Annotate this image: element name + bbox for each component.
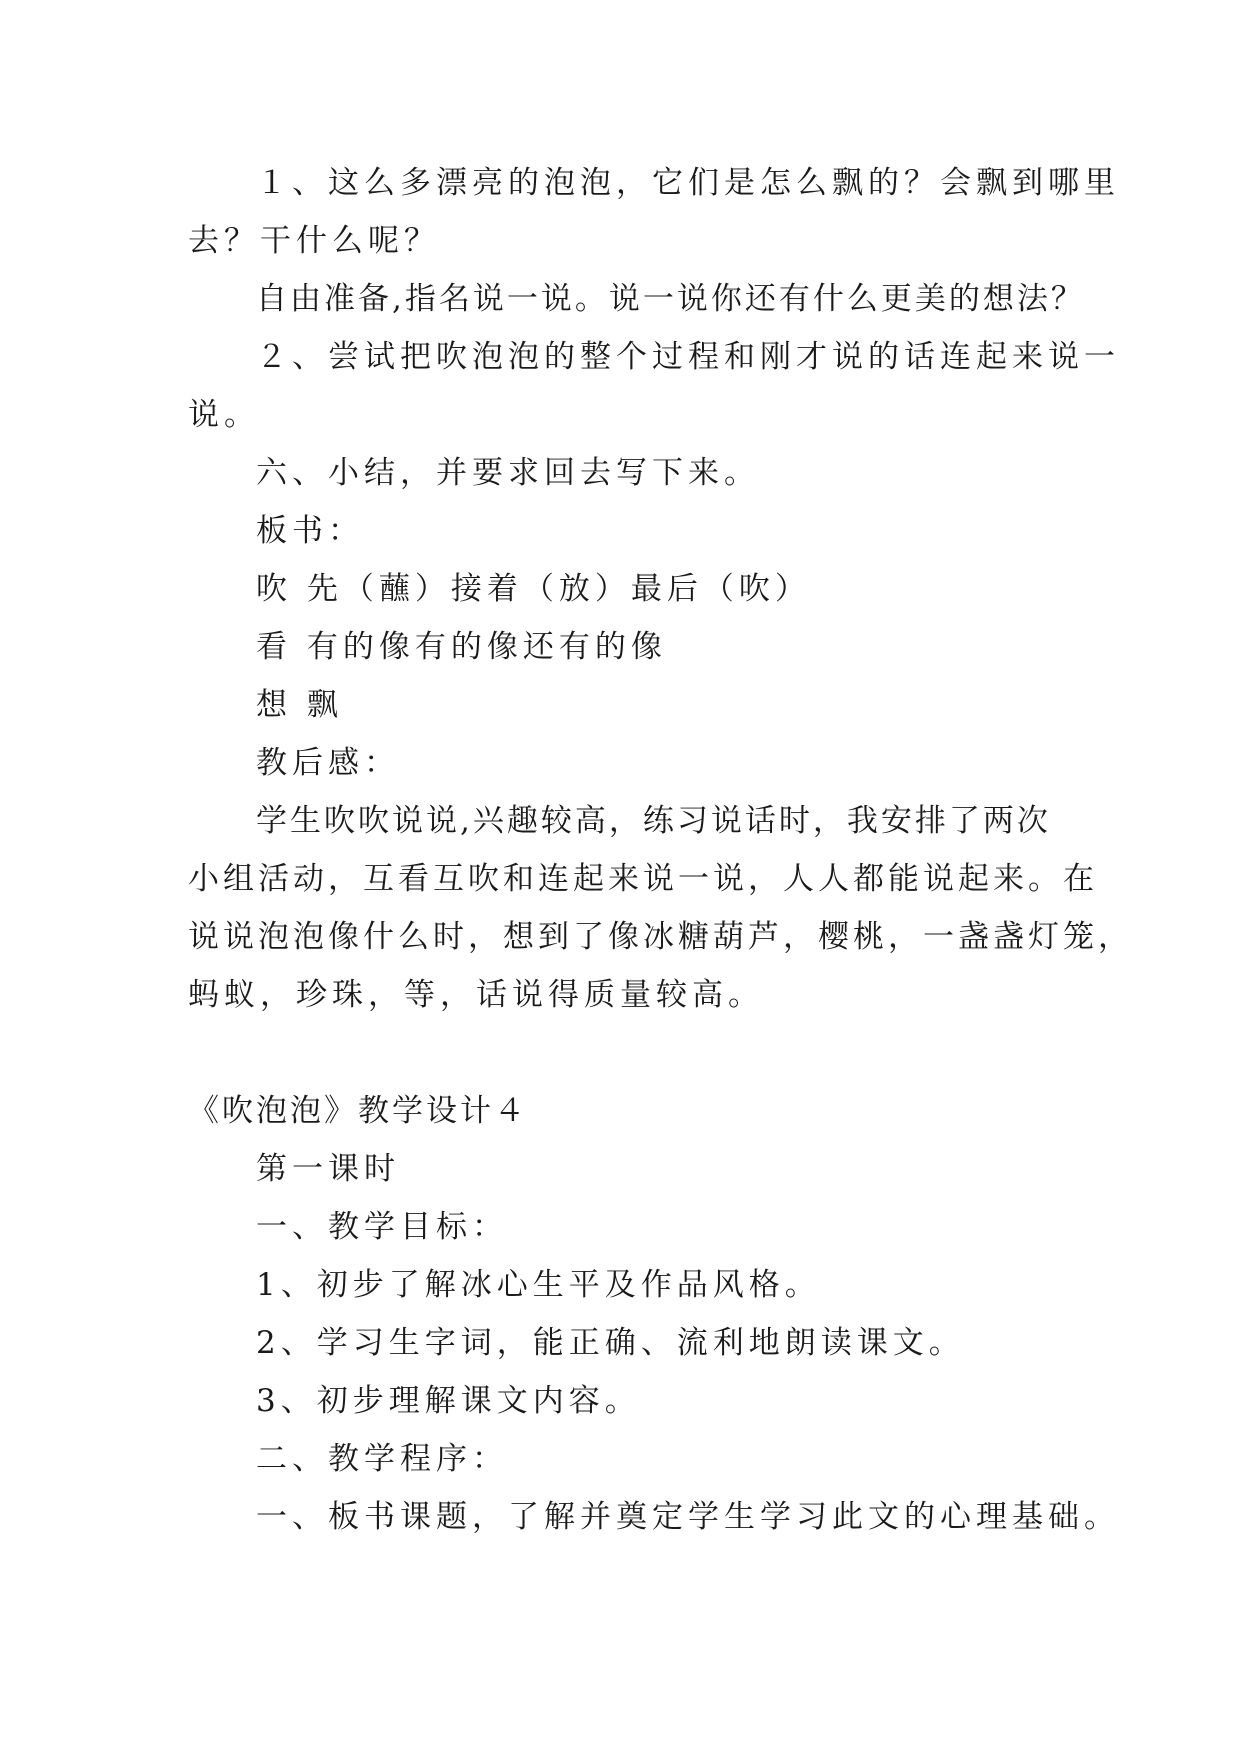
board-line: 看 有的像有的像还有的像 xyxy=(256,629,667,665)
board-line: 想 飘 xyxy=(256,687,343,723)
paragraph-line: 自由准备,指名说一说。说一说你还有什么更美的想法？ xyxy=(256,281,1085,317)
section-heading: 一、板书课题，了解并奠定学生学习此文的心理基础。 xyxy=(256,1499,1120,1535)
board-label: 板书： xyxy=(256,513,364,549)
section-heading: 二、教学程序： xyxy=(256,1441,508,1477)
paragraph-line: １、这么多漂亮的泡泡，它们是怎么飘的？会飘到哪里 xyxy=(256,165,1120,201)
section-title: 《吹泡泡》教学设计４ xyxy=(188,1093,528,1129)
list-item: 1、初步了解冰心生平及作品风格。 xyxy=(256,1267,821,1303)
paragraph-line: ２、尝试把吹泡泡的整个过程和刚才说的话连起来说一 xyxy=(256,339,1120,375)
reflection-label: 教后感： xyxy=(256,745,400,781)
paragraph-line: 蚂蚁，珍珠，等，话说得质量较高。 xyxy=(188,977,764,1013)
lesson-heading: 第一课时 xyxy=(256,1151,400,1187)
list-item: 3、初步理解课文内容。 xyxy=(256,1383,641,1419)
section-heading: 一、教学目标： xyxy=(256,1209,508,1245)
board-line: 吹 先（蘸）接着（放）最后（吹） xyxy=(256,571,811,607)
section-heading: 六、小结，并要求回去写下来。 xyxy=(256,455,760,491)
paragraph-line: 说说泡泡像什么时，想到了像冰糖葫芦，樱桃，一盏盏灯笼， xyxy=(188,919,1133,955)
paragraph-line: 去？干什么呢？ xyxy=(188,223,440,259)
paragraph-line: 学生吹吹说说,兴趣较高，练习说话时，我安排了两次 xyxy=(256,803,1051,839)
paragraph-line: 说。 xyxy=(188,397,260,433)
paragraph-line: 小组活动，互看互吹和连起来说一说，人人都能说起来。在 xyxy=(188,861,1098,897)
list-item: 2、学习生字词，能正确、流利地朗读课文。 xyxy=(256,1325,965,1361)
